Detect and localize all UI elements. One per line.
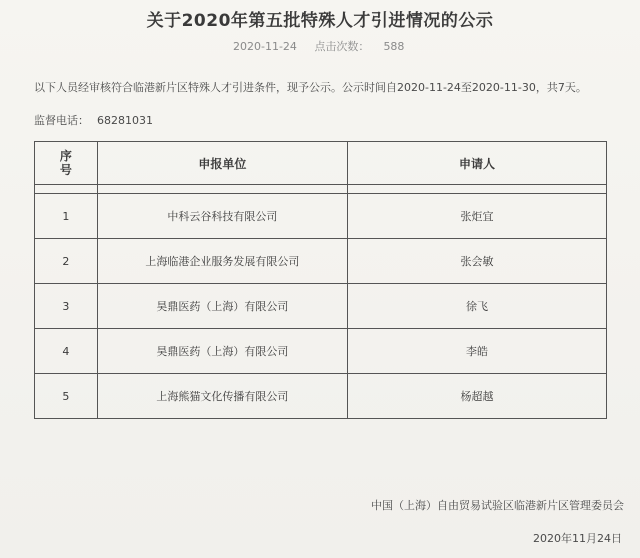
cell-seq: 3 (35, 284, 98, 329)
table-row (35, 284, 607, 329)
intro-paragraph: 以下人员经审核符合临港新片区特殊人才引进条件，现予公示。公示时间自2020-11-24至2020-11-30，共7天。 (34, 81, 587, 94)
cell-unit: 昊鼎医药（上海）有限公司 (97, 329, 347, 374)
supervision-phone-number: 68281031 (97, 114, 153, 127)
table-row (35, 239, 607, 284)
issue-date: 2020年11月24日 (533, 532, 622, 545)
cell-unit: 昊鼎医药（上海）有限公司 (97, 284, 347, 329)
cell-applicant: 杨超越 (347, 374, 606, 419)
cell-seq: 1 (35, 194, 98, 239)
click-count: 588 (383, 40, 405, 53)
table-row (35, 374, 607, 419)
header-seq-line1: 序 (59, 149, 72, 163)
table-spacer-row (35, 185, 607, 194)
cell-applicant: 李皓 (347, 329, 606, 374)
table-header-row (35, 142, 607, 185)
header-applicant: 申请人 (347, 142, 606, 185)
cell-seq: 5 (35, 374, 98, 419)
cell-unit: 中科云谷科技有限公司 (97, 194, 347, 239)
cell-unit: 上海临港企业服务发展有限公司 (97, 239, 347, 284)
header-seq-line2: 号 (59, 163, 72, 177)
talent-table (34, 141, 607, 419)
cell-applicant: 张会敏 (347, 239, 606, 284)
cell-applicant: 徐飞 (347, 284, 606, 329)
publish-meta (233, 38, 418, 54)
table-row (35, 194, 607, 239)
issuing-organization: 中国（上海）自由贸易试验区临港新片区管理委员会 (371, 499, 624, 512)
publish-date: 2020-11-24 (233, 40, 297, 53)
cell-seq: 4 (35, 329, 98, 374)
supervision-phone (34, 112, 153, 128)
cell-unit: 上海熊猫文化传播有限公司 (97, 374, 347, 419)
table-row (35, 329, 607, 374)
cell-applicant: 张炬宜 (347, 194, 606, 239)
supervision-phone-label: 监督电话： (34, 114, 89, 127)
click-count-label: 点击次数： (314, 40, 370, 53)
page-title: 关于2020年第五批特殊人才引进情况的公示 (146, 11, 494, 31)
cell-seq: 2 (35, 239, 98, 284)
header-unit: 申报单位 (97, 142, 347, 185)
header-seq (35, 142, 98, 185)
